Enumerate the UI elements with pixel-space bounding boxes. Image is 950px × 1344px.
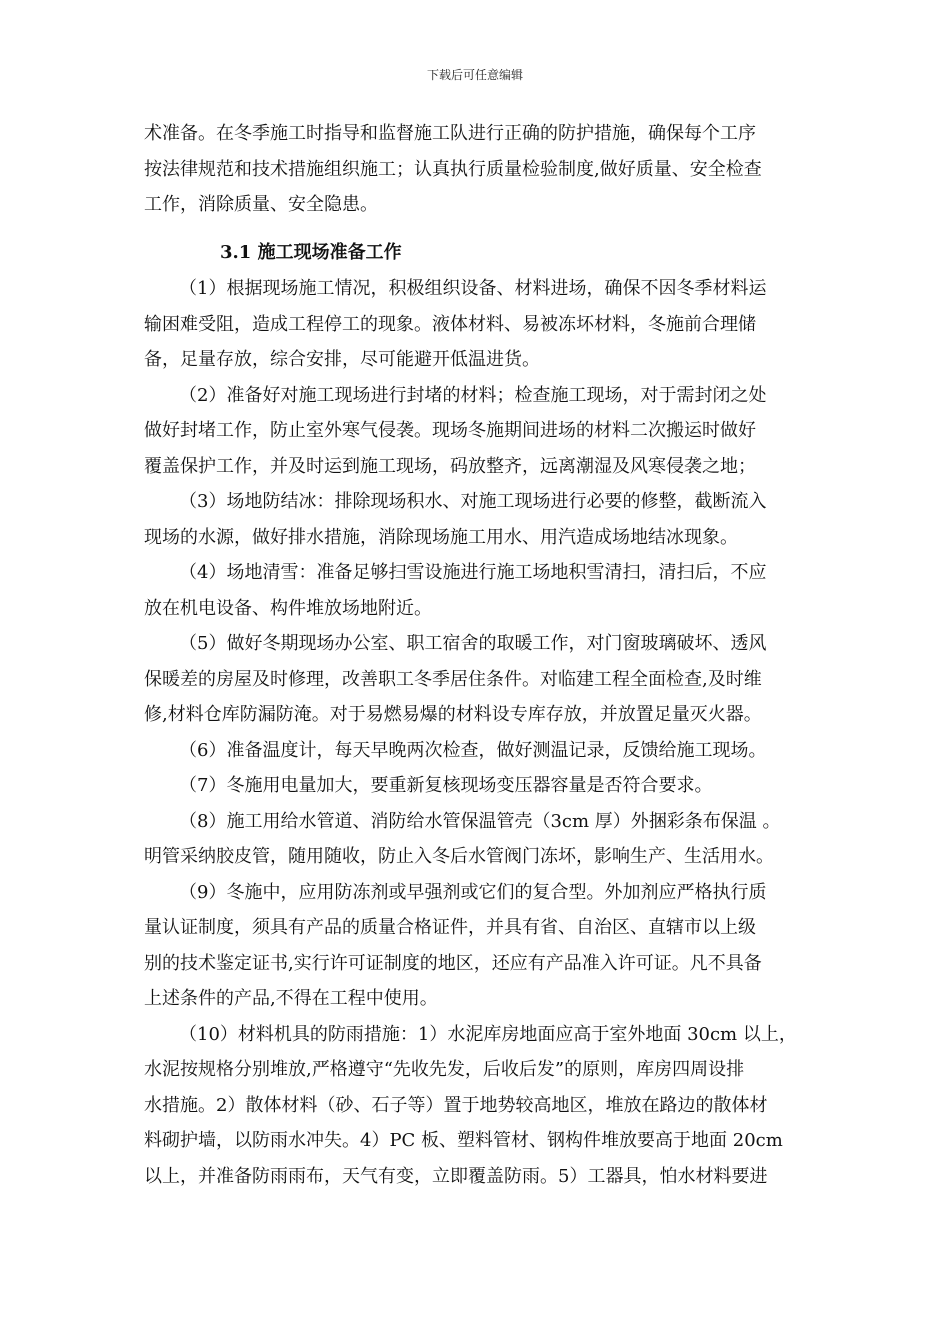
paragraph-line: （10）材料机具的防雨措施：1）水泥库房地面应高于室外地面 30cm 以上， [179,1023,797,1045]
paragraph-line: （9）冬施中，应用防冻剂或早强剂或它们的复合型。外加剂应严格执行质 [179,881,767,903]
paragraph-line: （7）冬施用电量加大，要重新复核现场变压器容量是否符合要求。 [179,775,713,796]
section-heading: 3.1 施工现场准备工作 [220,241,402,263]
paragraph-line: （6）准备温度计，每天早晚两次检查，做好测温记录，反馈给施工现场。 [179,739,767,761]
paragraph-line: 上述条件的产品,不得在工程中使用。 [144,988,438,1009]
paragraph-line: （4）场地清雪：准备足够扫雪设施进行施工场地积雪清扫，清扫后，不应 [179,562,767,583]
paragraph-line: 做好封堵工作，防止室外寒气侵袭。现场冬施期间进场的材料二次搬运时做好 [144,420,756,441]
paragraph-line: 料砌护墙，以防雨水冲失。4）PC 板、塑料管材、钢构件堆放要高于地面 20cm [144,1130,783,1151]
paragraph-line: 现场的水源，做好排水措施，消除现场施工用水、用汽造成场地结冰现象。 [144,526,738,548]
paragraph-line: （5）做好冬期现场办公室、职工宿舍的取暖工作，对门窗玻璃破坏、透风 [179,633,767,654]
paragraph-line: 工作，消除质量、安全隐患。 [144,194,378,215]
paragraph-line: 量认证制度，须具有产品的质量合格证件，并具有省、自治区、直辖市以上级 [144,917,756,938]
paragraph-line: 按法律规范和技术措施组织施工；认真执行质量检验制度,做好质量、安全检查 [144,158,762,180]
paragraph-line: 修,材料仓库防漏防淹。对于易燃易爆的材料设专库存放，并放置足量灭火器。 [144,704,762,725]
page-header-note: 下载后可任意编辑 [426,68,523,82]
paragraph-line: （3）场地防结冰：排除现场积水、对施工现场进行必要的修整，截断流入 [179,491,767,512]
paragraph-line: 保暖差的房屋及时修理，改善职工冬季居住条件。对临建工程全面检查,及时维 [144,668,762,690]
paragraph-line: 放在机电设备、构件堆放场地附近。 [144,597,432,619]
paragraph-line: 术准备。在冬季施工时指导和监督施工队进行正确的防护措施，确保每个工序 [144,123,756,144]
paragraph-line: 水泥按规格分别堆放,严格遵守“先收先发，后收后发”的原则，库房四周设排 [144,1059,745,1080]
paragraph-line: （1）根据现场施工情况，积极组织设备、材料进场，确保不因冬季材料运 [179,278,767,299]
paragraph-line: 水措施。2）散体材料（砂、石子等）置于地势较高地区，堆放在路边的散体材 [144,1094,768,1116]
paragraph-line: 以上，并准备防雨雨布，天气有变，立即覆盖防雨。5）工器具，怕水材料要进 [144,1165,768,1187]
paragraph-line: 输困难受阻，造成工程停工的现象。液体材料、易被冻坏材料，冬施前合理储 [144,313,756,335]
paragraph-line: 覆盖保护工作，并及时运到施工现场，码放整齐，远离潮湿及风寒侵袭之地； [144,455,756,477]
paragraph-line: 备，足量存放，综合安排，尽可能避开低温进货。 [144,349,540,370]
document-body [144,116,812,1194]
paragraph-line: 明管采纳胶皮管，随用随收，防止入冬后水管阀门冻坏，影响生产、生活用水。 [144,846,774,867]
paragraph-line: （8）施工用给水管道、消防给水管保温管壳（3cm 厚）外捆彩条布保温 。 [179,810,781,832]
paragraph-line: （2）准备好对施工现场进行封堵的材料；检查施工现场，对于需封闭之处 [179,384,767,406]
paragraph-line: 别的技术鉴定证书,实行许可证制度的地区，还应有产品准入许可证。凡不具备 [144,952,762,974]
